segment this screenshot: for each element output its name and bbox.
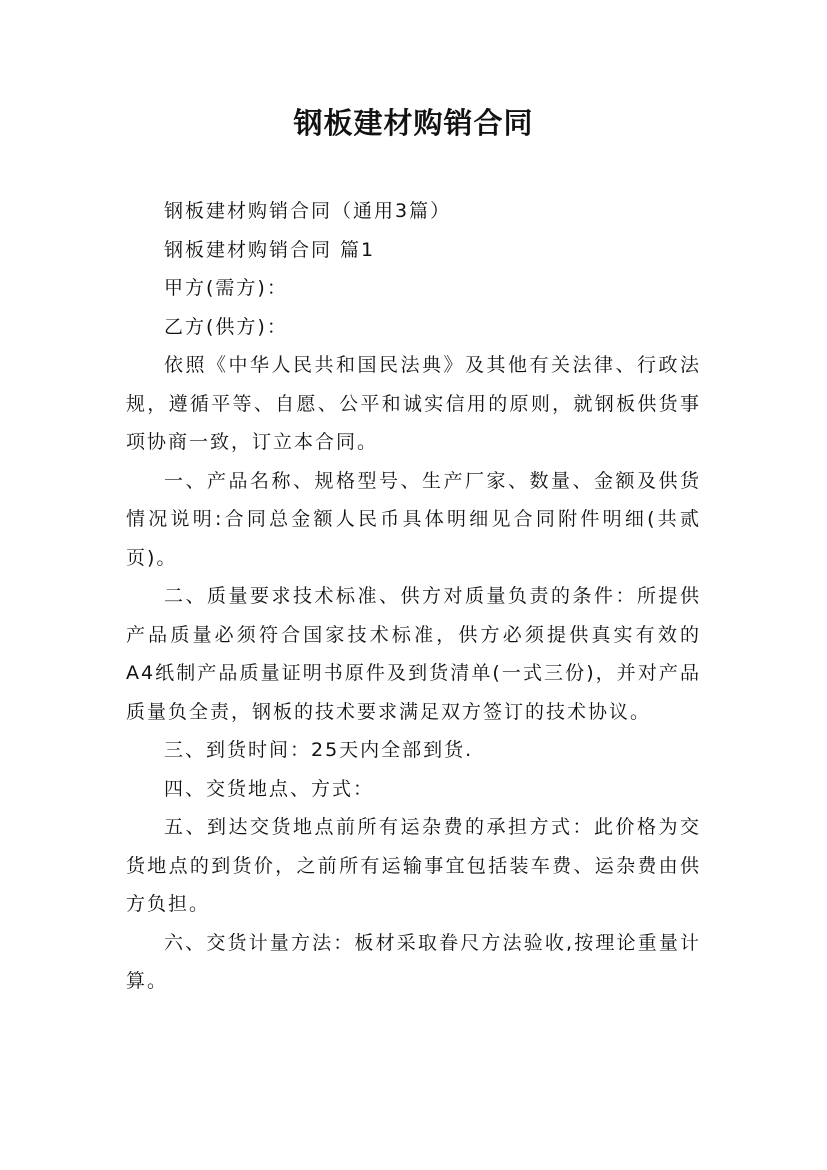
clause-2: 二、质量要求技术标准、供方对质量负责的条件：所提供产品质量必须符合国家技术标准，供方必须提供真实有效的A4纸制产品质量证明书原件及到货清单(一式三份)，并对产品质量负全责，钢板的技术要求满足双方签订的技术协议。 bbox=[126, 585, 701, 723]
clause-3: 三、到货时间：25天内全部到货. bbox=[164, 739, 474, 761]
paragraph-party-b: 乙方(供方)： bbox=[164, 315, 288, 338]
clause-6: 六、交货计量方法：板材采取眷尺方法验收,按理论重量计算。 bbox=[126, 931, 701, 992]
paragraph-part-title: 钢板建材购销合同 篇1 bbox=[164, 238, 376, 261]
paragraph-heading: 钢板建材购销合同（通用3篇） bbox=[164, 200, 452, 222]
document-title: 钢板建材购销合同 bbox=[293, 106, 534, 140]
clause-1: 一、产品名称、规格型号、生产厂家、数量、金额及供货情况说明:合同总金额人民币具体明细见合同附件明细(共贰页)。 bbox=[126, 469, 701, 569]
paragraph-party-a: 甲方(需方)： bbox=[164, 277, 288, 299]
clause-4: 四、交货地点、方式： bbox=[164, 777, 375, 800]
document-body bbox=[126, 192, 701, 1001]
paragraph-preamble: 依照《中华人民共和国民法典》及其他有关法律、行政法规，遵循平等、自愿、公平和诚实信用的原则，就钢板供货事项协商一致，订立本合同。 bbox=[126, 354, 701, 453]
clause-5: 五、到达交货地点前所有运杂费的承担方式：此价格为交货地点的到货价，之前所有运输事宜包括装车费、运杂费由供方负担。 bbox=[126, 816, 701, 915]
